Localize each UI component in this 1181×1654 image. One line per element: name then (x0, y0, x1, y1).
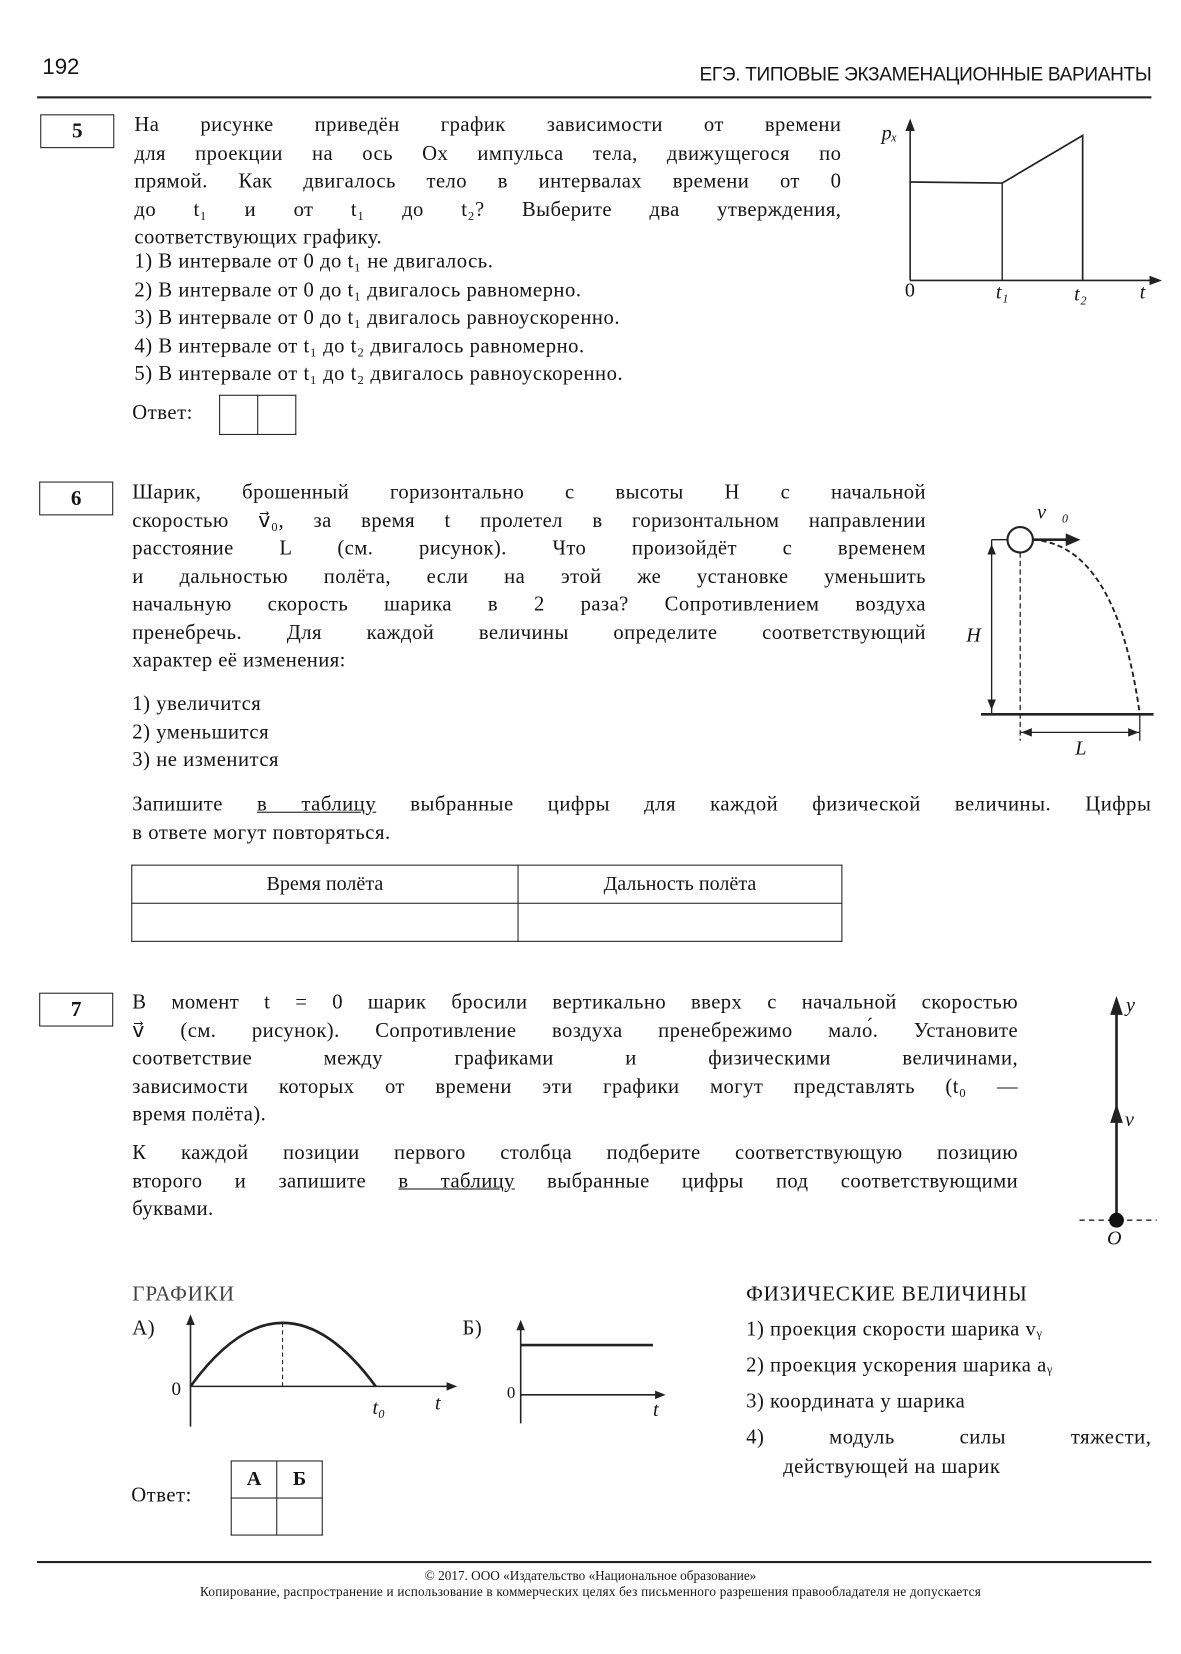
task5-text (134, 112, 841, 252)
graph-a-origin: 0 (171, 1377, 181, 1400)
task5-options (134, 249, 623, 389)
footer-rule (37, 1561, 1151, 1563)
task7-text (132, 990, 1018, 1130)
footer-notice: Копирование, распространение и использование в коммерческих целях без письменного разрешения правообладателя не допускается (200, 1584, 982, 1600)
quantities-title: ФИЗИЧЕСКИЕ ВЕЛИЧИНЫ (746, 1282, 1028, 1306)
projectile-figure (958, 497, 1164, 762)
text-line: соответствие между графиками и физическими величинами, (132, 1047, 1019, 1070)
O-label: O (1106, 1227, 1122, 1250)
graph-a (180, 1312, 460, 1428)
graph-a-t0: t₀ (372, 1396, 386, 1420)
graph-b-origin: 0 (506, 1384, 516, 1403)
running-header: ЕГЭ. ТИПОВЫЕ ЭКЗАМЕНАЦИОННЫЕ ВАРИАНТЫ (699, 63, 1152, 85)
answer-cell[interactable] (258, 395, 296, 434)
quantity-item: 2) проекция ускорения шарика aᵧ (746, 1354, 1053, 1377)
text-line: Шарик, брошенный горизонтально с высоты H с начальной (132, 481, 927, 504)
task7-answer-label: Ответ: (131, 1484, 192, 1508)
graph-a-label: А) (132, 1317, 156, 1340)
task7-text2 (132, 1140, 1018, 1224)
text-line: На рисунке приведён график зависимости от времени (134, 114, 842, 137)
option-item: 5) В интервале от t₁ до t₂ двигалось равноускоренно. (134, 362, 624, 386)
graph-b (510, 1318, 669, 1429)
text-line: соответствующих графику. (134, 226, 383, 249)
y-label: y (1126, 994, 1135, 1018)
text-line: характер её изменения: (132, 649, 346, 673)
underlined-text: в таблицу (398, 1169, 515, 1193)
momentum-graph (878, 116, 1164, 317)
option-item: 4) В интервале от t₁ до t₂ двигалось равномерно. (134, 334, 585, 358)
task6-options (132, 691, 279, 775)
text: Запишите (132, 793, 258, 816)
task6-instruction-line2: в ответе могут повторяться. (132, 822, 391, 845)
task-number-5: 5 (40, 114, 114, 148)
graph-t1: t₁ (995, 281, 1009, 304)
answer-cell[interactable] (277, 1498, 323, 1535)
trajectory (1033, 540, 1140, 715)
graph-y-label: pₓ (881, 122, 898, 145)
text: второго и запишите (132, 1169, 399, 1193)
graph-origin: 0 (904, 279, 915, 302)
quantity-item-cont: действующей на шарик (783, 1456, 1001, 1479)
text: выбранные цифры под соответствующими (514, 1169, 1019, 1193)
text-line: расстояние L (см. рисунок). Что произойдёт с временем (132, 537, 927, 560)
quantity-item: 3) координата y шарика (746, 1390, 966, 1413)
text-line: зависимости которых от времени эти графики могут представлять (t₀ — (132, 1075, 1019, 1098)
graph-x-label: t (1139, 281, 1146, 304)
text-line: для проекции на ось Ox импульса тела, движущегося по (134, 142, 842, 165)
underlined-text: в таблицу (257, 793, 377, 816)
graph-b-t: t (652, 1399, 659, 1422)
option-item: 1) В интервале от 0 до t₁ не двигалось. (134, 250, 494, 274)
option-item: 2) В интервале от 0 до t₁ двигалось равномерно. (134, 278, 582, 302)
text-line: буквами. (132, 1197, 214, 1221)
option-item: 3) не изменится (132, 749, 280, 772)
text-line (132, 1168, 1018, 1196)
v0-label: v⃗₀ (1037, 501, 1069, 524)
task5-answer-label: Ответ: (132, 402, 193, 425)
text-line: до t₁ и от t₁ до t₂? Выберите два утверждения, (134, 198, 842, 221)
graph-t2: t₂ (1074, 283, 1087, 306)
graph-a-t: t (434, 1392, 441, 1415)
graphs-title: ГРАФИКИ (132, 1282, 235, 1306)
v-label: v⃗ (1124, 1109, 1150, 1132)
text-line: начальную скорость шарика в 2 раза? Сопротивлением воздуха (132, 593, 927, 616)
header-rule (37, 96, 1151, 98)
text-line: К каждой позиции первого столбца подберите соответствующую позицию (132, 1141, 1019, 1165)
momentum-line (910, 135, 1083, 280)
H-label: H (966, 624, 981, 647)
header-flight-range: Дальность полёта (518, 865, 842, 903)
page-number: 192 (42, 55, 80, 80)
option-item: 2) уменьшится (132, 721, 270, 744)
task6-text (132, 479, 926, 675)
quantity-item: 4) модуль силы тяжести, (746, 1426, 1152, 1449)
header-flight-time: Время полёта (132, 865, 518, 903)
option-item: 1) увеличится (132, 693, 262, 716)
task6-instruction (132, 792, 1151, 820)
header-b: Б (277, 1461, 323, 1498)
task-number-7: 7 (39, 993, 113, 1027)
text-line: время полёта). (132, 1103, 267, 1127)
L-label: L (1075, 737, 1087, 760)
text-line: скоростью v⃗₀, за время t пролетел в горизонтальном направлении (132, 509, 927, 532)
vertical-throw-figure (1074, 990, 1169, 1244)
text-line: пренебречь. Для каждой величины определите соответствующий (132, 621, 927, 644)
task7-answer-table (231, 1460, 323, 1535)
task6-answer-table (131, 865, 842, 942)
option-item: 3) В интервале от 0 до t₁ двигалось равноускоренно. (134, 306, 621, 330)
text-line: В момент t = 0 шарик бросили вертикально вверх с начальной скоростью (132, 991, 1019, 1014)
quantities-list (746, 1312, 1151, 1479)
task5-answer-boxes (219, 395, 296, 435)
graph-b-label: Б) (462, 1317, 483, 1340)
footer-copyright: © 2017. ООО «Издательство «Национальное образование» (424, 1568, 757, 1584)
answer-cell[interactable] (518, 903, 842, 941)
answer-cell[interactable] (132, 903, 518, 941)
ball (1008, 527, 1033, 552)
text-line: прямой. Как двигалось тело в интервалах времени от 0 (134, 170, 842, 193)
header-a: А (231, 1461, 277, 1498)
ball (1109, 1213, 1124, 1228)
task-number-6: 6 (39, 482, 113, 516)
answer-cell[interactable] (220, 395, 258, 434)
quantity-item: 1) проекция скорости шарика vᵧ (746, 1318, 1043, 1341)
text-line: v⃗ (см. рисунок). Сопротивление воздуха пренебрежимо мало́. Установите (132, 1019, 1019, 1042)
text: выбранные цифры для каждой физической величины. Цифры (376, 793, 1152, 816)
answer-cell[interactable] (231, 1498, 277, 1535)
text-line: и дальностью полёта, если на этой же установке уменьшить (132, 565, 927, 588)
